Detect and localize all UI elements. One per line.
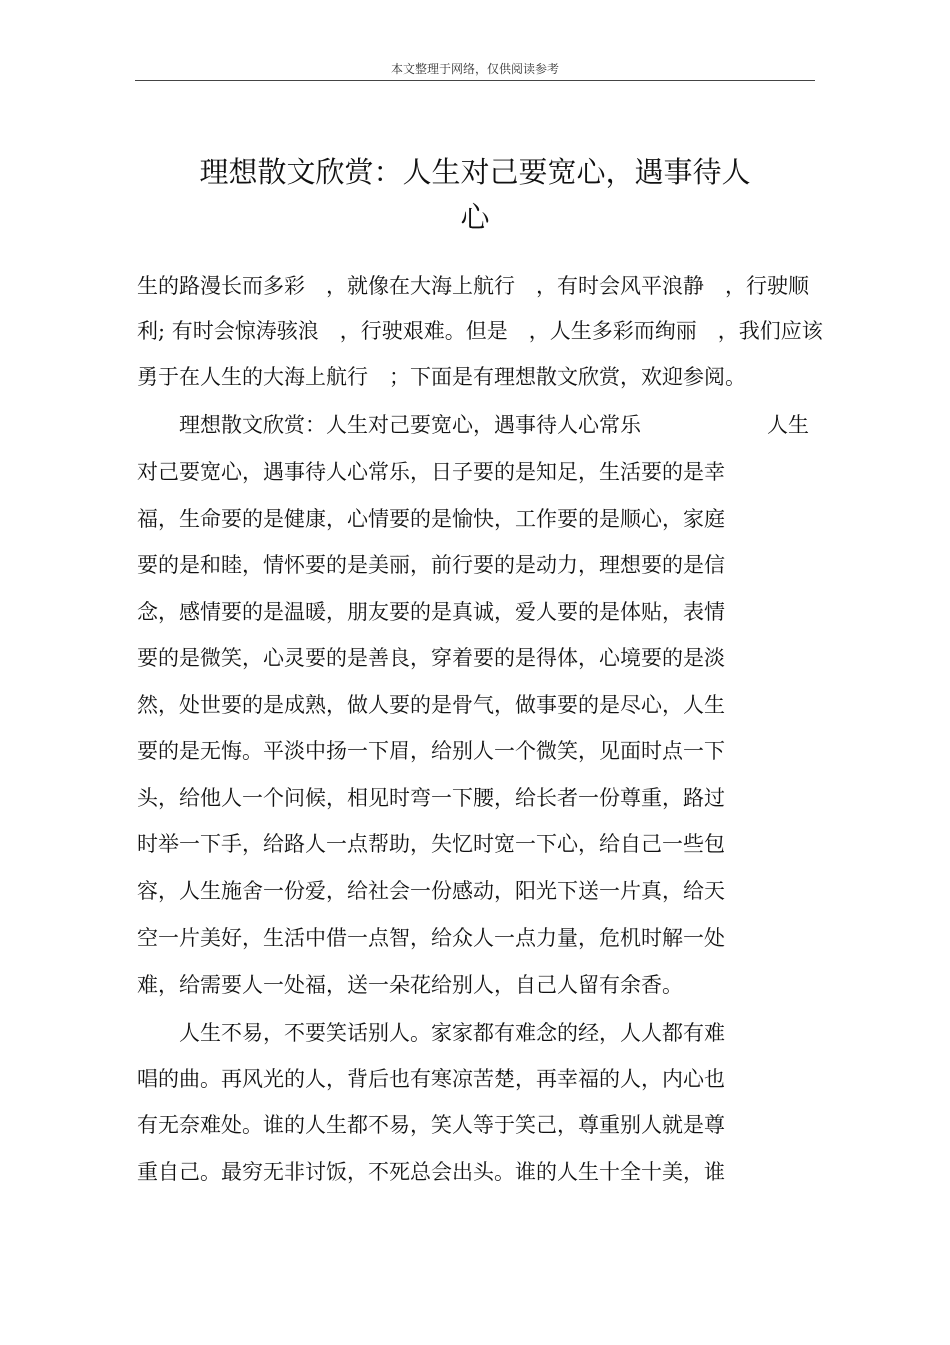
body-line: 念，感情要的是温暖，朋友要的是真诚，爱人要的是体贴，表情 (137, 600, 725, 624)
header-divider (135, 80, 815, 81)
section-heading: 理想散文欣赏：人生对己要宽心，遇事待人心常乐 (137, 413, 641, 437)
body-line: 时举一下手，给路人一点帮助，失忆时宽一下心，给自己一些包 (137, 832, 725, 856)
body-line: 唱的曲。再风光的人，背后也有寒凉苦楚，再幸福的人，内心也 (137, 1067, 725, 1091)
title-line-2: 心 (460, 200, 490, 234)
page-header: 本文整理于网络，仅供阅读参考 (390, 62, 559, 76)
body-line: 要的是微笑，心灵要的是善良，穿着要的是得体，心境要的是淡 (137, 646, 725, 670)
body-line: 有无奈难处。谁的人生都不易，笑人等于笑己，尊重别人就是尊 (137, 1113, 725, 1137)
body-line: 空一片美好，生活中借一点智，给众人一点力量，危机时解一处 (137, 926, 725, 950)
page-title (135, 150, 815, 240)
body-line: 要的是无悔。平淡中扬一下眉，给别人一个微笑，见面时点一下 (137, 739, 725, 763)
body-line: 难，给需要人一处福，送一朵花给别人，自己人留有余香。 (137, 973, 683, 997)
body-line: 然，处世要的是成熟，做人要的是骨气，做事要的是尽心，人生 (137, 693, 725, 717)
body-line: 人生不易，不要笑话别人。家家都有难念的经，人人都有难 (137, 1021, 725, 1045)
intro-line: 勇于在人生的大海上航行 ；下面是有理想散文欣赏，欢迎参阅。 (137, 365, 746, 389)
body-line: 容，人生施舍一份爱，给社会一份感动，阳光下送一片真，给天 (137, 879, 725, 903)
body-line: 要的是和睦，情怀要的是美丽，前行要的是动力，理想要的是信 (137, 553, 725, 577)
title-line-1: 理想散文欣赏：人生对己要宽心，遇事待人 (199, 155, 751, 189)
body-line: 头，给他人一个问候，相见时弯一下腰，给长者一份尊重，路过 (137, 786, 725, 810)
body-line: 对己要宽心，遇事待人心常乐，日子要的是知足，生活要的是幸 (137, 460, 725, 484)
intro-line: 利; 有时会惊涛骇浪 ，行驶艰难。但是 ，人生多彩而绚丽 ，我们应该 (137, 319, 823, 343)
body-line: 重自己。最穷无非讨饭，不死总会出头。谁的人生十全十美，谁 (137, 1160, 725, 1184)
intro-line: 生的路漫长而多彩 ，就像在大海上航行 ，有时会风平浪静 ，行驶顺 (137, 274, 809, 298)
section-heading-tail: 人生 (767, 413, 809, 437)
body-line: 福，生命要的是健康，心情要的是愉快，工作要的是顺心，家庭 (137, 507, 725, 531)
